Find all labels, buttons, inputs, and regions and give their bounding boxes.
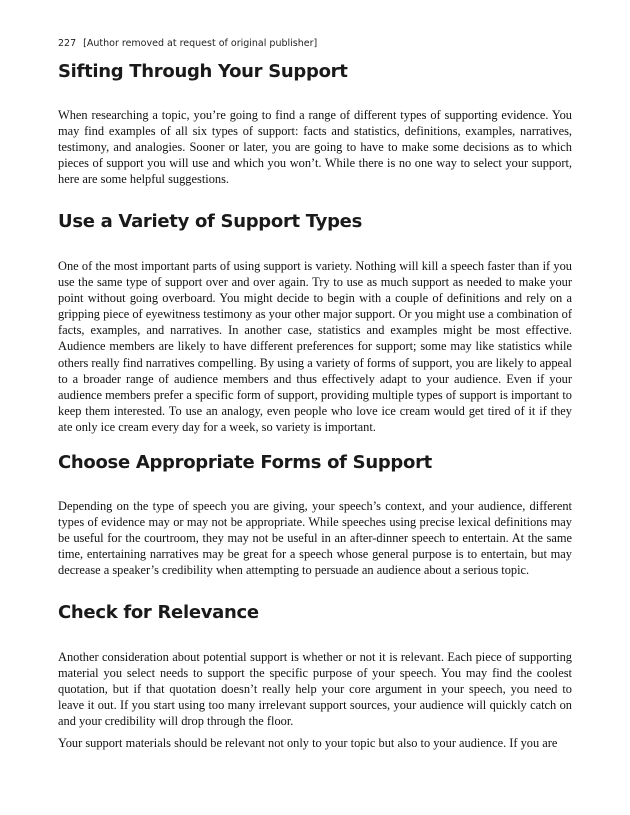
paragraph-relevance-2: Your support materials should be relevant not only to your topic but also to your audience. If you are: [58, 736, 558, 750]
section-heading-appropriate: Choose Appropriate Forms of Support: [58, 452, 432, 473]
header-note: [Author removed at request of original publisher]: [83, 38, 318, 49]
section-heading-variety: Use a Variety of Support Types: [58, 211, 362, 232]
paragraph-sifting: When researching a topic, you’re going to find a range of different types of supporting evidence. You may find examples of all six types of support: facts and statistics, definitions, examples, narratives, testimony, and analogies. Sooner or later, you are going to have to make some decisions as to which pieces of support you will use and which you won’t. While there is no one way to select your support, here are some helpful suggestions.: [58, 108, 572, 187]
paragraph-variety: One of the most important parts of using support is variety. Nothing will kill a speech faster than if you use the same type of support over and over again. Try to use as much support as needed to make your point without going overboard. You might decide to begin with a couple of definitions and rely on a gripping piece of eyewitness testimony as your other major support. Or you might use a combination of facts, examples, and narratives. In another case, statistics and examples might be most effective. Audience members are likely to have different preferences for support; some may like statistics while others really find narratives compelling. By using a variety of forms of support, you are likely to appeal to a broader range of audience members and thus effectively adapt to your audience. Even if your audience members prefer a specific form of support, providing multiple types of support is important to keep them interested. To use an analogy, even people who love ice cream would get tired of it if they ate only ice cream every day for a week, so variety is important.: [58, 259, 572, 434]
running-header: [58, 38, 317, 49]
paragraph-appropriate: Depending on the type of speech you are giving, your speech’s context, and your audience, different types of evidence may or may not be appropriate. While speeches using precise lexical definitions may be useful for the courtroom, they may not be useful in an after-dinner speech to entertain. At the same time, entertaining narratives may be great for a speech whose general purpose is to entertain, but may decrease a speaker’s credibility when attempting to persuade an audience about a serious topic.: [58, 499, 572, 578]
paragraph-relevance-1: Another consideration about potential support is whether or not it is relevant. Each piece of supporting material you select needs to support the specific purpose of your speech. You may find the coolest quotation, but if that quotation doesn’t really help your core argument in your speech, you need to leave it out. If you start using too many irrelevant support sources, your audience will quickly catch on and your credibility will drop through the floor.: [58, 650, 572, 729]
section-heading-relevance: Check for Relevance: [58, 602, 259, 623]
page-number: 227: [58, 38, 77, 49]
section-heading-sifting: Sifting Through Your Support: [58, 61, 348, 82]
